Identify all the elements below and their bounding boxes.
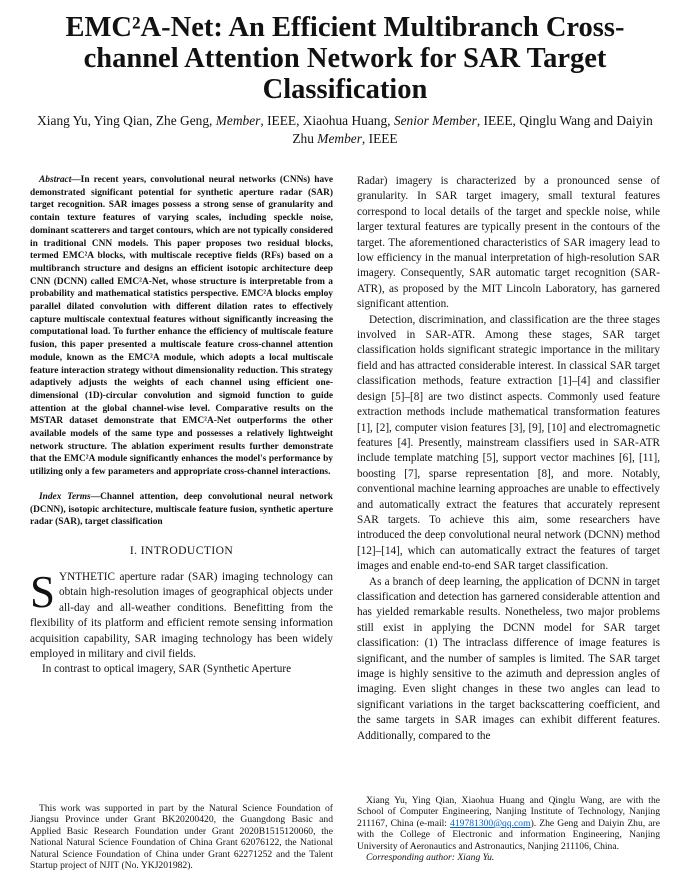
corresponding-author-line: Corresponding author: Xiang Yu. xyxy=(366,852,495,864)
affiliation-footnote-text xyxy=(357,795,660,852)
author-names: , IEEE xyxy=(361,130,398,146)
funding-footnote-text: This work was supported in part by the Natural Science Foundation of Jiangsu Province under Grant BK20200420, the Guangdong Basic and Applied Basic Research Foundation under Grant 2020B1515120060, the National Natural Science Foundation of China Grant 62076122, the National Natural Science Foundation of China under Grant 62271252 and the Talent Startup project of NJIT (No. YKJ201982). xyxy=(30,803,333,872)
intro-paragraph-1 xyxy=(30,566,333,662)
body-paragraph: Detection, discrimination, and classification are the three stages involved in SAR-ATR. Among these stages, SAR target classification holds significant strategic importance in the military field and has attracted considerable interest. In classical SAR target classification methods, feature extraction [1]–[4] and classifier design [5]–[8] are two distinct aspects. Commonly used feature extraction methods include mathematical transformation features [1], [2], computer vision features [3], [9], [10] and electromagnetic features [4]. Presently, mainstream classifiers used in SAR-ATR include template matching [5], support vector machines [6], [11], boosting [7], sparse representation [8], and more. Notably, conventional machine learning approaches are unable to effectively and automatically extract the features that accurately represent SAR targets. To achieve this aim, some researchers have introduced the deep convolutional neural network (DCNN) method [12]–[14], which can automatically extract the features of target images and enable end-to-end SAR target classification. xyxy=(357,313,660,573)
abstract-label: Abstract xyxy=(39,175,72,185)
drop-cap: S xyxy=(30,566,56,617)
author-names: , IEEE, Qinglu Wang and Daiyin Zhu xyxy=(292,113,653,146)
funding-footnote xyxy=(30,803,333,875)
intro-paragraph-1-text: YNTHETIC aperture radar (SAR) imaging technology can obtain high-resolution images of geographical objects under all-day and all-weather conditions. Benefitting from the flexibility of its platform and efficient remote sensing information acquisition capability, SAR imaging technology has been widely employed in military and civil fields. xyxy=(30,570,333,661)
author-names: Xiang Yu, Ying Qian, Zhe Geng, xyxy=(37,113,216,128)
paper-title: EMC²A-Net: An Efficient Multibranch Cross-channel Attention Network for SAR Target Classification xyxy=(65,12,625,105)
section-heading-introduction: I. INTRODUCTION xyxy=(129,543,234,557)
affiliation-footnote xyxy=(357,795,660,877)
member-designation: Member xyxy=(215,113,261,128)
body-paragraph: Radar) imagery is characterized by a pronounced sense of granularity. In SAR target imagery, small textural features correspond to local details of the target and speckle noise, while larger textural features are typically present in the contours of the target. The aforementioned characteristics of SAR imagery lead to low efficiency in the manual interpretation of high-resolution SAR imagery. Consequently, SAR automatic target recognition (SAR-ATR), as proposed by the MIT Lincoln Laboratory, has garnered significant attention. xyxy=(357,175,660,311)
intro-paragraph-2: In contrast to optical imagery, SAR (Synthetic Aperture xyxy=(42,663,292,676)
index-terms-text: —Channel attention, deep convolutional neural network (DCNN), isotopic architecture, multiscale feature fusion, synthetic aperture radar (SAR), target classification xyxy=(30,491,333,528)
abstract-paragraph xyxy=(30,174,333,479)
left-column xyxy=(30,174,333,678)
affiliation-text: Xiang Yu, Ying Qian, Xiaohua Huang and Qinglu Wang, are with the School of Computer Engineering, Nanjing Institute of Technology, Nanjing 211167, China (e-mail: xyxy=(357,795,660,829)
affiliation-text: ). Zhe Geng and Daiyin Zhu, are with the College of Electronic and information Engineering, Nanjing University of Aeronautics and Astronautics, Nanjing 211106, China. xyxy=(357,817,660,852)
index-terms-paragraph xyxy=(30,491,333,529)
body-paragraph: As a branch of deep learning, the application of DCNN in target classification and detection has garnered considerable attention and has yielded remarkable results. Nonetheless, two major problems still exist in applying the DCNN model for SAR target classification: (1) The intraclass difference of image features is significant, and the number of samples is limited. The SAR target image is highly sensitive to the azimuth and depression angles of imaging. Even slight changes in these two angles can lead to significant variations in the target backscattering coefficient, and the same targets in SAR images can exhibit different features. Additionally, compared to the xyxy=(357,575,660,742)
index-terms-label: Index Terms xyxy=(39,491,91,502)
member-designation: Member xyxy=(317,130,362,146)
authors-line xyxy=(28,112,662,147)
senior-member-designation: Senior Member xyxy=(393,113,477,128)
email-link[interactable]: 419781300@qq.com xyxy=(450,817,531,829)
abstract-text: —In recent years, convolutional neural networks (CNNs) have demonstrated significant potential for synthetic aperture radar (SAR) target recognition. SAR images possess a strong sense of granularity and contain texture features of varying scales, including speckle noise, dominant scatterers and target contours, which are not typically considered in traditional CNN models. This paper proposes two residual blocks, termed EMC²A blocks, with multiscale receptive fields (RFs) based on a multibranch structure and designs an efficient isotopic architecture deep CNN (DCNN) called EMC²A-Net, whose structure is interpretable from a probability and mathematical statistics perspective. EMC²A blocks employ parallel dilated convolution with different dilation rates to effectively capture multiscale contextual features without significantly increasing the computational load. To further enhance the efficiency of multiscale feature fusion, this paper presented a multiscale feature cross-channel attention module, known as the EMC²A module, which adopts a local multiscale feature interaction strategy without dimensionality reduction. This strategy adaptively adjusts the weights of each channel using efficient one-dimensional (1D)-circular convolution and sigmoid function to guide attention at the global channel-wise level. Comparative results on the MSTAR dataset demonstrate that EMC²A-Net outperforms the other available models of the same type and possesses a relatively lightweight network structure. The ablation experiment results further demonstrate that the EMC²A module significantly enhances the model's performance by utilizing only a few parameters and appropriate cross-channel interactions. xyxy=(30,175,333,478)
author-names: , IEEE, Xiaohua Huang, xyxy=(260,113,394,128)
right-column xyxy=(357,174,660,744)
